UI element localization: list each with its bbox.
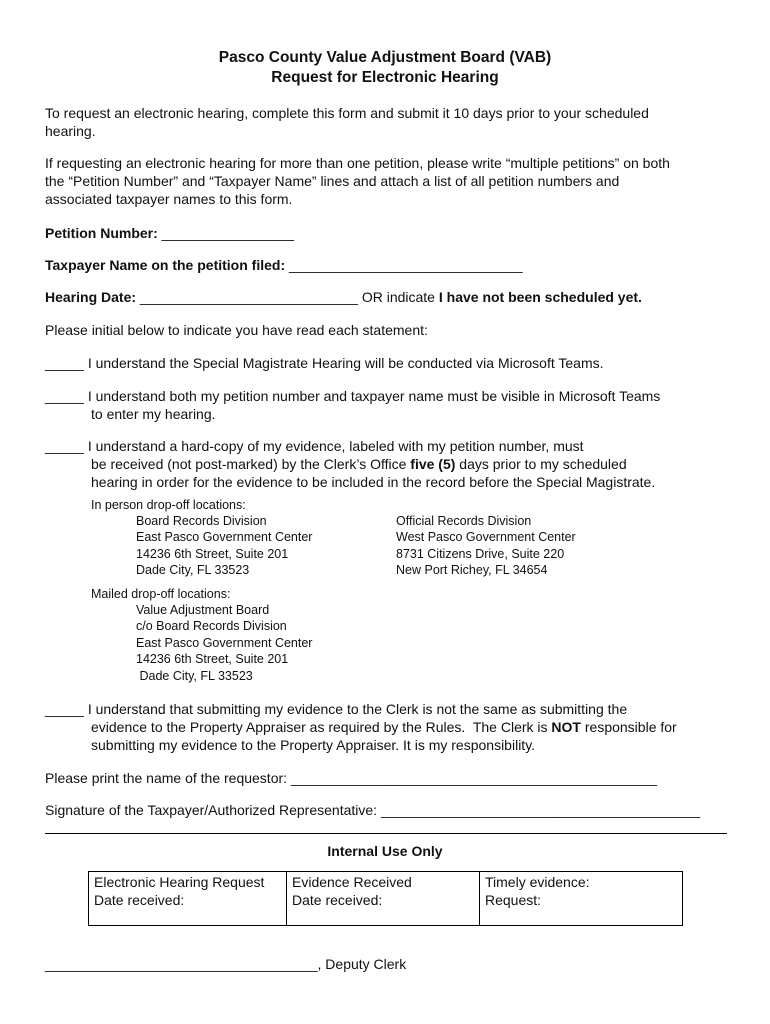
form-subtitle: Request for Electronic Hearing (271, 69, 499, 86)
not-emphasis-text: NOT (551, 719, 581, 735)
initial-instruction: Please initial below to indicate you have read each statement: (45, 322, 428, 338)
timely-evidence-label: Timely evidence: (485, 874, 590, 890)
deputy-clerk-label: , Deputy Clerk (317, 956, 407, 972)
statement-3-text-line-2c: days prior to my scheduled (455, 456, 627, 472)
mailed-location-line-2: c/o Board Records Division (136, 619, 287, 633)
petition-number-line[interactable]: _________________ (161, 225, 295, 241)
statement-2-text-line-2: to enter my hearing. (91, 406, 216, 422)
west-location-line-3: 8731 Citizens Drive, Suite 220 (396, 547, 565, 561)
statement-3-text-line-3: hearing in order for the evidence to be included in the record before the Special Magistrate. (91, 474, 656, 490)
intro-paragraph-1-line-1: To request an electronic hearing, complete this form and submit it 10 days prior to your scheduled (45, 105, 649, 121)
internal-cell-evidence (287, 872, 480, 926)
internal-cell-request (89, 872, 287, 926)
taxpayer-name-line[interactable]: ______________________________ (289, 257, 523, 273)
east-location-line-3: 14236 6th Street, Suite 201 (136, 547, 289, 561)
signature-line[interactable]: _________________________________________ (380, 802, 701, 818)
mailed-location-line-1: Value Adjustment Board (136, 603, 270, 617)
deputy-clerk-line[interactable]: ___________________________________ (45, 956, 318, 972)
deputy-clerk-signature[interactable] (45, 955, 406, 973)
internal-use-title: Internal Use Only (327, 843, 443, 859)
initial-blank-1[interactable]: _____ (45, 355, 84, 371)
mailed-location-line-3: East Pasco Government Center (136, 636, 313, 650)
statement-3-text-line-1: I understand a hard-copy of my evidence, labeled with my petition number, must (87, 438, 584, 454)
evidence-date-label: Date received: (292, 892, 383, 908)
taxpayer-name-field[interactable] (45, 256, 523, 274)
section-divider (45, 833, 727, 834)
mailed-location-line-5: Dade City, FL 33523 (136, 669, 253, 683)
petition-number-label: Petition Number: (45, 225, 158, 241)
hearing-date-field[interactable] (45, 288, 642, 306)
timely-request-label: Request: (485, 892, 542, 908)
inperson-locations-label: In person drop-off locations: (91, 498, 246, 512)
print-name-label: Please print the name of the requestor: (45, 770, 288, 786)
hearing-date-label: Hearing Date: (45, 289, 137, 305)
hearing-date-line[interactable]: ____________________________ (139, 289, 358, 305)
statement-4-text-line-2 (91, 718, 677, 736)
print-name-line[interactable]: _______________________________________________ (290, 770, 657, 786)
internal-use-table (88, 871, 683, 926)
mailed-location-line-4: 14236 6th Street, Suite 201 (136, 652, 289, 666)
intro-paragraph-2-line-3: associated taxpayer names to this form. (45, 191, 293, 207)
request-header: Electronic Hearing Request (94, 874, 265, 890)
request-date-label: Date received: (94, 892, 185, 908)
statement-4-text-line-3: submitting my evidence to the Property Appraiser. It is my responsibility. (91, 737, 536, 753)
west-location-line-2: West Pasco Government Center (396, 530, 576, 544)
west-location-line-1: Official Records Division (396, 514, 532, 528)
statement-2-text-line-1: I understand both my petition number and taxpayer name must be visible in Microsoft Teams (87, 388, 661, 404)
statement-4-text-line-2c: responsible for (580, 719, 677, 735)
initial-blank-2[interactable]: _____ (45, 388, 84, 404)
statement-4-text-line-1: I understand that submitting my evidence to the Clerk is not the same as submitting the (87, 701, 628, 717)
west-location-line-4: New Port Richey, FL 34654 (396, 563, 548, 577)
statement-2 (45, 387, 660, 405)
petition-number-field[interactable] (45, 224, 294, 242)
form-title: Pasco County Value Adjustment Board (VAB) (218, 49, 552, 66)
signature-field[interactable] (45, 801, 700, 819)
statement-4-text-line-2a: evidence to the Property Appraiser as required by the Rules. The Clerk is (91, 719, 552, 735)
print-name-field[interactable] (45, 769, 657, 787)
east-location-line-2: East Pasco Government Center (136, 530, 313, 544)
taxpayer-name-label: Taxpayer Name on the petition filed: (45, 257, 286, 273)
statement-3-text-line-2a: be received (not post-marked) by the Clerk’s Office (91, 456, 411, 472)
five-days-text: five (5) (410, 456, 456, 472)
initial-blank-3[interactable]: _____ (45, 438, 84, 454)
statement-1 (45, 354, 604, 372)
statement-3-text-line-2 (91, 455, 627, 473)
evidence-header: Evidence Received (292, 874, 412, 890)
intro-paragraph-2-line-2: the “Petition Number” and “Taxpayer Name” lines and attach a list of all petition numbers and (45, 173, 620, 189)
statement-1-text: I understand the Special Magistrate Hearing will be conducted via Microsoft Teams. (87, 355, 604, 371)
statement-4 (45, 700, 627, 718)
mailed-locations-label: Mailed drop-off locations: (91, 587, 231, 601)
signature-label: Signature of the Taxpayer/Authorized Representative: (45, 802, 378, 818)
east-location-line-1: Board Records Division (136, 514, 267, 528)
hearing-date-or-text: OR indicate (357, 289, 439, 305)
statement-3 (45, 437, 584, 455)
initial-blank-4[interactable]: _____ (45, 701, 84, 717)
intro-paragraph-1-line-2: hearing. (45, 123, 96, 139)
internal-cell-timely (480, 872, 683, 926)
intro-paragraph-2-line-1: If requesting an electronic hearing for more than one petition, please write “multiple petitions” on both (45, 155, 670, 171)
east-location-line-4: Dade City, FL 33523 (136, 563, 250, 577)
not-scheduled-text: I have not been scheduled yet. (438, 289, 642, 305)
